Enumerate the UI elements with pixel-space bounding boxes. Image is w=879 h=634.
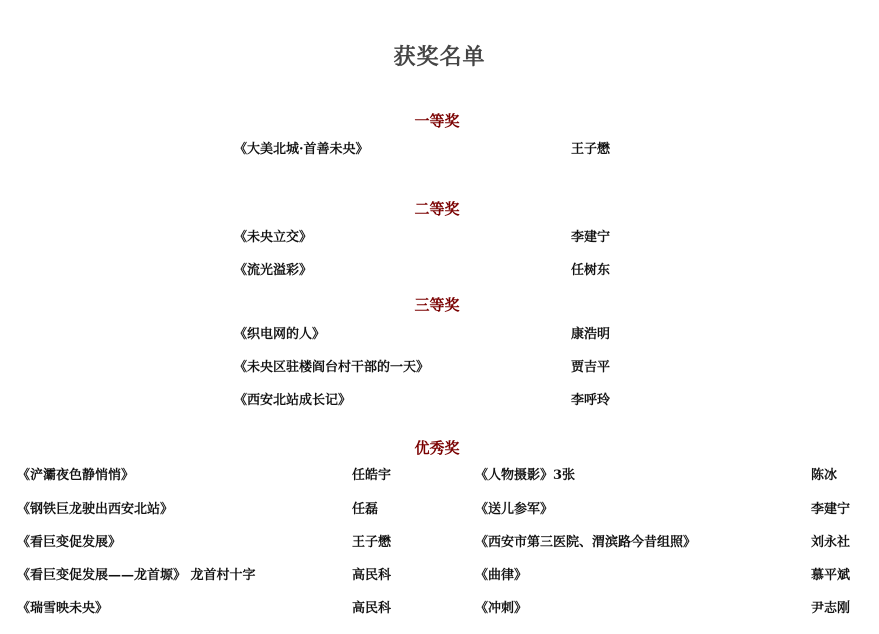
author-name: 慕平斌 [811, 568, 851, 583]
award-row [0, 229, 879, 247]
author-name: 王子懋 [352, 535, 392, 550]
work-title: 《看巨变促发展》 [17, 535, 122, 550]
work-title: 《西安北站成长记》 [234, 393, 352, 408]
award-row [0, 359, 879, 377]
award-row [0, 567, 879, 585]
author-name: 高民科 [352, 601, 392, 616]
excellence-heading: 优秀奖 [414, 439, 460, 457]
work-title: 《冲刺》 [475, 601, 528, 616]
author-name: 李建宁 [571, 230, 611, 245]
work-title: 《未央区驻楼阎台村干部的一天》 [234, 360, 430, 375]
work-title: 《人物摄影》3张 [475, 468, 576, 483]
work-title: 《大美北城·首善未央》 [234, 142, 369, 157]
award-row [0, 141, 879, 159]
author-name: 贾吉平 [571, 360, 611, 375]
author-name: 任树东 [571, 263, 611, 278]
work-title: 《看巨变促发展——龙首塬》 龙首村十字 [17, 568, 256, 583]
author-name: 刘永社 [811, 535, 851, 550]
third-prize-heading: 三等奖 [414, 296, 460, 314]
award-row [0, 392, 879, 410]
award-row [0, 467, 879, 485]
author-name: 尹志刚 [811, 601, 851, 616]
author-name: 任皓宇 [352, 468, 392, 483]
second-prize-heading: 二等奖 [414, 200, 460, 218]
work-title: 《送儿参军》 [475, 502, 554, 517]
page-title: 获奖名单 [393, 44, 486, 70]
work-title: 《未央立交》 [234, 230, 313, 245]
author-name: 李呼玲 [571, 393, 611, 408]
author-name: 陈冰 [811, 468, 838, 483]
award-row [0, 534, 879, 552]
work-title: 《瑞雪映未央》 [17, 601, 109, 616]
work-title: 《浐灞夜色静悄悄》 [17, 468, 135, 483]
work-title: 《钢铁巨龙驶出西安北站》 [17, 502, 174, 517]
work-title: 《曲律》 [475, 568, 528, 583]
work-title: 《西安市第三医院、渭滨路今昔组照》 [475, 535, 697, 550]
author-name: 任磊 [352, 502, 379, 517]
author-name: 王子懋 [571, 142, 611, 157]
author-name: 康浩明 [571, 327, 611, 342]
award-row [0, 262, 879, 280]
work-title: 《织电网的人》 [234, 327, 326, 342]
award-row [0, 600, 879, 618]
award-row [0, 501, 879, 519]
work-title: 《流光溢彩》 [234, 263, 313, 278]
author-name: 李建宁 [811, 502, 851, 517]
first-prize-heading: 一等奖 [414, 112, 460, 130]
award-row [0, 326, 879, 344]
author-name: 高民科 [352, 568, 392, 583]
